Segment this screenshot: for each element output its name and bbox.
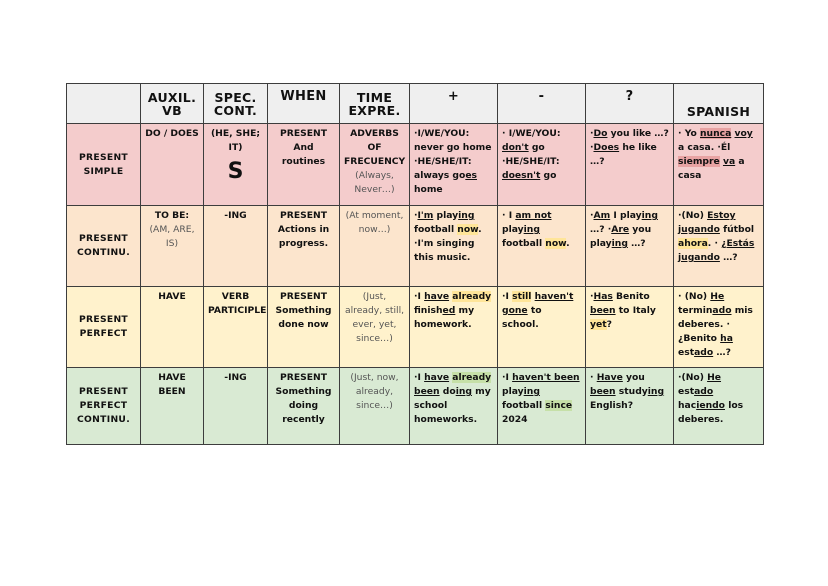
row-present-perfect-continuous bbox=[67, 368, 764, 445]
verb-tense-table bbox=[66, 83, 764, 445]
row-label: PRESENT SIMPLE bbox=[67, 124, 141, 206]
spanish-cell: · Yo nunca voy a casa. ·Él siempre va a casa bbox=[674, 124, 764, 206]
question-cell: · Have you been studying English? bbox=[586, 368, 674, 445]
question-cell: ·Has Benito been to Italy yet? bbox=[586, 287, 674, 368]
when-cell: PRESENT Something done now bbox=[268, 287, 340, 368]
header-time-expressions: TIME EXPRE. bbox=[340, 84, 410, 124]
time-expression-examples: (Always, Never…) bbox=[354, 170, 395, 195]
header-auxiliary-verb: AUXIL. VB bbox=[141, 84, 204, 124]
header-negative: - bbox=[498, 84, 586, 124]
affirmative-cell: ·I have already been doing my school homeworks. bbox=[410, 368, 498, 445]
special-construction-cell: -ING bbox=[204, 368, 268, 445]
row-present-simple bbox=[67, 124, 764, 206]
special-construction-cell: VERB PARTICIPLE bbox=[204, 287, 268, 368]
aux-to-be: TO BE: bbox=[154, 210, 190, 221]
when-cell: PRESENT And routines bbox=[268, 124, 340, 206]
spanish-cell: ·(No) He estado haciendo los deberes. bbox=[674, 368, 764, 445]
spanish-cell: ·(No) Estoy jugando fútbol ahora. · ¿Estás jugando …? bbox=[674, 206, 764, 287]
affirmative-cell: ·I'm playing football now. ·I'm singing this music. bbox=[410, 206, 498, 287]
question-cell: ·Am I playing …? ·Are you playing …? bbox=[586, 206, 674, 287]
header-spanish: SPANISH bbox=[674, 84, 764, 124]
time-expression-cell: (Just, already, still, ever, yet, since…) bbox=[340, 287, 410, 368]
negative-cell: · I am not playing football now. bbox=[498, 206, 586, 287]
header-when: WHEN bbox=[268, 84, 340, 124]
header-question: ? bbox=[586, 84, 674, 124]
spec-s-letter: S bbox=[227, 159, 244, 184]
spanish-cell: · (No) He terminado mis deberes. · ¿Benito ha estado …? bbox=[674, 287, 764, 368]
when-cell: PRESENT Actions in progress. bbox=[268, 206, 340, 287]
negative-cell: ·I haven't been playing football since 2024 bbox=[498, 368, 586, 445]
auxiliary-verb-cell bbox=[141, 206, 204, 287]
header-affirmative: + bbox=[410, 84, 498, 124]
row-present-perfect bbox=[67, 287, 764, 368]
row-label: PRESENT PERFECT CONTINU. bbox=[67, 368, 141, 445]
affirmative-cell: ·I/WE/YOU: never go home ·HE/SHE/IT: always goes home bbox=[410, 124, 498, 206]
aux-forms: (AM, ARE, IS) bbox=[149, 224, 195, 249]
time-expression-cell: (At moment, now…) bbox=[340, 206, 410, 287]
time-expression-cell: (Just, now, already, since…) bbox=[340, 368, 410, 445]
time-expression-title: ADVERBS OF FRECUENCY bbox=[344, 128, 406, 167]
row-present-continuous bbox=[67, 206, 764, 287]
time-expression-cell bbox=[340, 124, 410, 206]
auxiliary-verb-cell: HAVE bbox=[141, 287, 204, 368]
special-construction-cell: -ING bbox=[204, 206, 268, 287]
header-empty bbox=[67, 84, 141, 124]
auxiliary-verb-cell: HAVE BEEN bbox=[141, 368, 204, 445]
question-cell: ·Do you like …? ·Does he like …? bbox=[586, 124, 674, 206]
row-label: PRESENT CONTINU. bbox=[67, 206, 141, 287]
row-label: PRESENT PERFECT bbox=[67, 287, 141, 368]
spec-subjects: (HE, SHE; IT) bbox=[210, 128, 261, 153]
header-row bbox=[67, 84, 764, 124]
header-special-construction: SPEC. CONT. bbox=[204, 84, 268, 124]
affirmative-cell: ·I have already finished my homework. bbox=[410, 287, 498, 368]
negative-cell: · I/WE/YOU: don't go ·HE/SHE/IT: doesn't go bbox=[498, 124, 586, 206]
special-construction-cell bbox=[204, 124, 268, 206]
auxiliary-verb-cell: DO / DOES bbox=[141, 124, 204, 206]
when-cell: PRESENT Something doing recently bbox=[268, 368, 340, 445]
negative-cell: ·I still haven't gone to school. bbox=[498, 287, 586, 368]
